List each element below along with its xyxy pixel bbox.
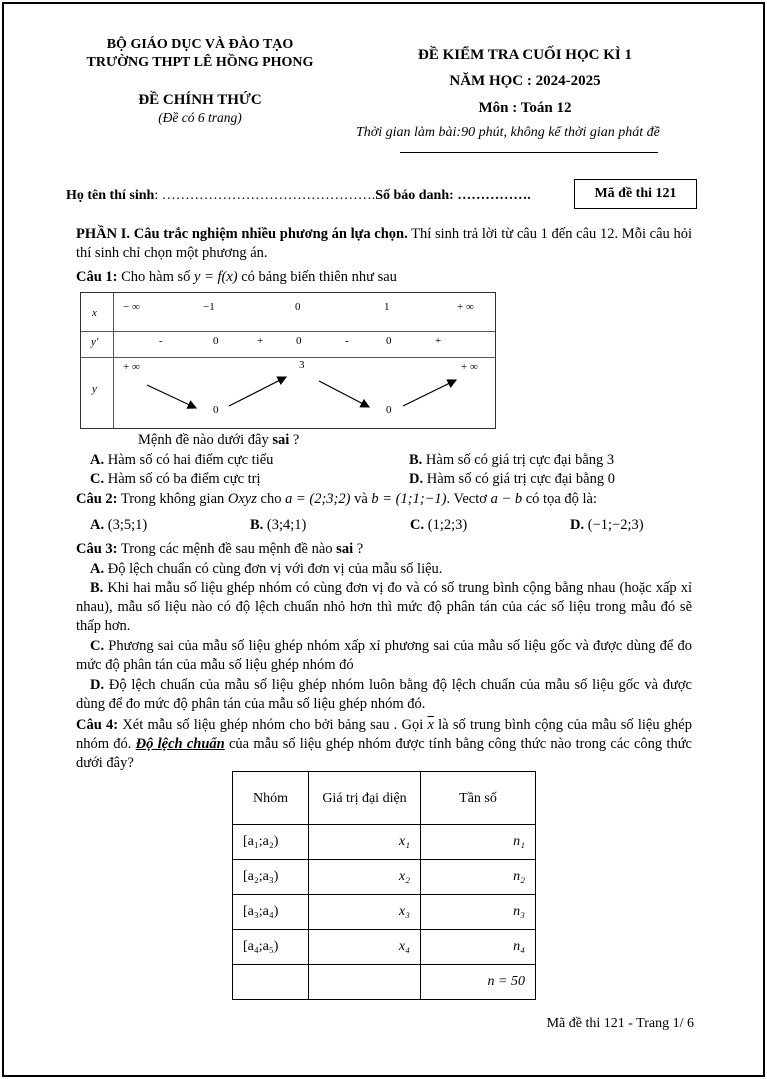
option-text: Hàm số có hai điểm cực tiểu — [104, 452, 274, 468]
option-key: D. — [90, 677, 105, 693]
vt-arrows — [81, 293, 495, 428]
vt-dy-value: 0 — [386, 335, 392, 347]
cell-group: [a₃;a₄) — [233, 895, 309, 930]
option-key: D. — [570, 517, 585, 533]
option-text: (1;2;3) — [424, 517, 468, 533]
vt-y-value: 0 — [213, 404, 219, 416]
page-footer: Mã đề thi 121 - Trang 1/ 6 — [546, 1016, 694, 1031]
vt-dy-value: 0 — [296, 335, 302, 347]
q3-text: Trong các mệnh đề sau mệnh đề nào — [117, 541, 337, 557]
cell-group: [a₂;a₃) — [233, 860, 309, 895]
q4-text3: của mẫu số liệu ghép nhóm được tính bằng công thức nào trong các công thức dưới đây? — [76, 736, 692, 771]
table-header-row — [233, 772, 536, 825]
q2-option-a[interactable] — [90, 517, 147, 534]
vt-arrow-up — [229, 377, 286, 406]
vt-dy-value: + — [435, 335, 442, 347]
official-label: ĐỀ CHÍNH THỨC — [138, 92, 262, 108]
table-row — [233, 895, 536, 930]
school-year: NĂM HỌC : 2024-2025 — [449, 73, 601, 89]
q3-end: ? — [353, 541, 364, 557]
q4-text2: là số trung bình cộng của mẫu số liệu ghép nhóm đó. — [76, 717, 692, 752]
header-frequency: Tần số — [421, 772, 536, 825]
school-name: TRƯỜNG THPT LÊ HỒNG PHONG — [86, 55, 314, 70]
q2-space: Oxyz — [227, 491, 257, 507]
grouped-data-table — [232, 771, 536, 1000]
cell-frequency: n₁ — [421, 825, 536, 860]
q2-vector-a: a = (2;3;2) — [285, 491, 351, 507]
id-label: Số báo danh — [375, 188, 450, 203]
part1-heading — [76, 225, 692, 263]
q3-stem — [76, 541, 363, 558]
q2-text4: có tọa độ là: — [522, 491, 598, 507]
variation-table — [80, 292, 496, 429]
q1-option-d[interactable] — [409, 471, 615, 488]
option-text: Hàm số có giá trị cực đại bằng 0 — [423, 471, 615, 487]
exam-title: ĐỀ KIỂM TRA CUỐI HỌC KÌ 1 — [418, 47, 632, 63]
option-key: B. — [90, 580, 104, 596]
option-text: Khi hai mẫu số liệu ghép nhóm có cùng đơn vị đo và có số trung bình cộng bằng nhau (hoặc xấp xỉ nhau), mẫu số liệu nào có độ lệch chuẩn nhỏ hơn thì mức độ phân tán của các số liệu trong mẫu đó sẽ thấp hơn. — [76, 580, 692, 634]
option-key: B. — [409, 452, 423, 468]
table-row — [233, 930, 536, 965]
vt-y-value: + ∞ — [123, 361, 140, 373]
vt-y-value: 3 — [299, 359, 305, 371]
option-key: C. — [90, 638, 105, 654]
id-dots: : ……………. — [449, 188, 531, 203]
vt-y-value: 0 — [386, 404, 392, 416]
cell-value: x₁ — [309, 825, 421, 860]
cell-value: x₂ — [309, 860, 421, 895]
cell-frequency: n₂ — [421, 860, 536, 895]
option-text: Hàm số có ba điểm cực trị — [104, 471, 261, 487]
option-key: A. — [90, 561, 105, 577]
q1-text: Cho hàm số — [117, 269, 195, 285]
option-text: (−1;−2;3) — [584, 517, 644, 533]
header-group: Nhóm — [233, 772, 309, 825]
q4-xbar: $\overline{x}$ — [427, 717, 434, 733]
cell-group: [a₁;a₂) — [233, 825, 309, 860]
vt-arrow-up — [403, 380, 456, 406]
header-value: Giá trị đại diện — [309, 772, 421, 825]
vt-dy-value: 0 — [213, 335, 219, 347]
vt-x-value: + ∞ — [457, 301, 474, 313]
option-text: (3;4;1) — [263, 517, 307, 533]
q1-prompt-end: ? — [289, 432, 300, 448]
option-text: Độ lệch chuẩn có cùng đơn vị với đơn vị của mẫu số liệu. — [104, 561, 443, 577]
pages-note: (Đề có 6 trang) — [158, 110, 242, 125]
subject: Môn : Toán 12 — [478, 100, 572, 116]
vt-x-label: x — [92, 307, 97, 319]
q3-bold: sai — [336, 541, 354, 557]
q2-vector-b: b = (1;1;−1) — [371, 491, 447, 507]
part1-instruction: Thí sinh trả lời từ câu 1 đến câu 12. Mỗi câu hỏi thí sinh chỉ chọn một phương án. — [76, 226, 692, 261]
q3-option-a[interactable] — [76, 560, 692, 579]
q3-option-c[interactable] — [76, 637, 692, 675]
name-label: Họ tên thí sinh — [66, 188, 155, 203]
q2-expr: a − b — [490, 491, 523, 507]
q2-and: và — [350, 491, 372, 507]
time-note: Thời gian làm bài:90 phút, không kể thời gian phát đề — [356, 125, 660, 140]
q2-text2: cho — [256, 491, 286, 507]
option-text: Độ lệch chuẩn của mẫu số liệu ghép nhóm luôn bằng độ lệch chuẩn của mẫu số liệu gốc và được dùng để đo mức độ phân tán của mẫu số liệu ghép nhóm đó. — [76, 677, 692, 712]
vt-x-value: −1 — [203, 301, 215, 313]
option-key: C. — [410, 517, 425, 533]
header-rule — [400, 152, 658, 153]
vt-x-value: 0 — [295, 301, 301, 313]
cell-value: x₃ — [309, 895, 421, 930]
option-text: Hàm số có giá trị cực đại bằng 3 — [422, 452, 615, 468]
q1-stem — [76, 268, 692, 287]
q2-option-d[interactable] — [570, 517, 644, 534]
cell-total: n = 50 — [421, 965, 536, 1000]
q4-stem — [76, 716, 692, 773]
q3-label: Câu 3: — [76, 541, 118, 557]
cell-frequency: n₃ — [421, 895, 536, 930]
vt-y-label: y — [92, 383, 97, 395]
option-text: Phương sai của mẫu số liệu ghép nhóm xấp xỉ phương sai của mẫu số liệu gốc và được dùng để đo mức độ phân tán của mẫu số liệu ghép nhóm đó — [76, 638, 692, 673]
option-text: (3;5;1) — [104, 517, 148, 533]
option-key: C. — [90, 471, 105, 487]
cell-empty — [233, 965, 309, 1000]
exam-code-box: Mã đề thi 121 — [574, 179, 697, 209]
option-key: D. — [409, 471, 424, 487]
q2-stem — [76, 491, 597, 508]
q1-prompt-text: Mệnh đề nào dưới đây — [138, 432, 273, 448]
cell-value: x₄ — [309, 930, 421, 965]
vt-dy-label: y' — [91, 336, 99, 348]
q1-func: y = f(x) — [194, 269, 238, 285]
q4-label: Câu 4: — [76, 717, 119, 733]
option-key: A. — [90, 452, 105, 468]
q2-label: Câu 2: — [76, 491, 118, 507]
vt-dy-value: - — [345, 335, 349, 347]
vt-x-value: − ∞ — [123, 301, 140, 313]
cell-group: [a₄;a₅) — [233, 930, 309, 965]
vt-arrow-down — [319, 381, 369, 407]
q1-option-b[interactable] — [409, 452, 614, 469]
table-total-row — [233, 965, 536, 1000]
cell-empty — [309, 965, 421, 1000]
q2-text: Trong không gian — [117, 491, 228, 507]
cell-frequency: n₄ — [421, 930, 536, 965]
option-key: A. — [90, 517, 105, 533]
option-key: B. — [250, 517, 264, 533]
vt-arrow-down — [147, 385, 196, 408]
q2-option-c[interactable] — [410, 517, 467, 534]
q3-option-b[interactable] — [76, 579, 692, 636]
table-row — [233, 825, 536, 860]
vt-dy-value: - — [159, 335, 163, 347]
q3-option-d[interactable] — [76, 676, 692, 714]
q4-text: Xét mẫu số liệu ghép nhóm cho bởi bảng sau . Gọi — [118, 717, 428, 733]
q1-prompt-bold: sai — [272, 432, 290, 448]
q2-text3: . Vectơ — [446, 491, 491, 507]
part1-title: PHẦN I. Câu trắc nghiệm nhiều phương án lựa chọn. — [76, 226, 408, 242]
table-row — [233, 860, 536, 895]
name-dots: : ………………………………………. — [154, 188, 376, 203]
vt-y-value: + ∞ — [461, 361, 478, 373]
vt-dy-value: + — [257, 335, 264, 347]
q1-label: Câu 1: — [76, 269, 118, 285]
vt-x-value: 1 — [384, 301, 390, 313]
q1-text2: có bảng biến thiên như sau — [237, 269, 397, 285]
q1-option-a[interactable] — [90, 452, 273, 469]
q4-emphasis: Độ lệch chuẩn — [135, 736, 225, 752]
q1-prompt — [138, 432, 299, 449]
q2-option-b[interactable] — [250, 517, 306, 534]
q1-option-c[interactable] — [90, 471, 261, 488]
student-info-line — [66, 188, 531, 204]
ministry-name: BỘ GIÁO DỤC VÀ ĐÀO TẠO — [106, 37, 294, 52]
